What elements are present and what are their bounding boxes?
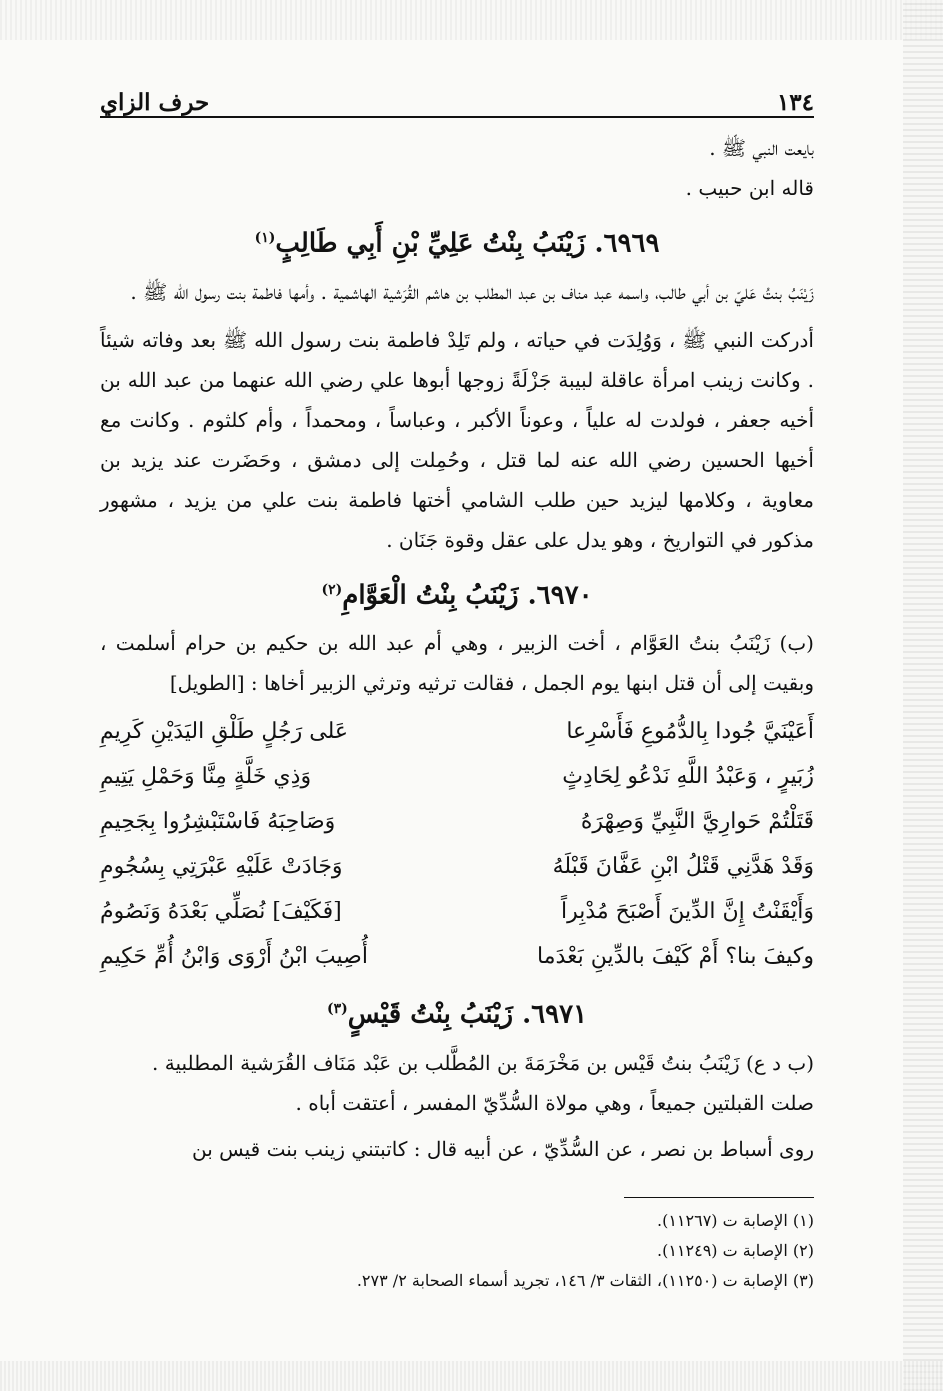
scan-noise-right xyxy=(903,0,943,1391)
entry-title-text: ٦٩٦٩. زَيْنَبُ بِنْتُ عَلِيِّ بْنِ أَبِي طَالِبٍ xyxy=(275,228,660,259)
poem-verse xyxy=(100,889,814,934)
poem-verse xyxy=(100,844,814,889)
running-title: حرف الزاي xyxy=(100,89,210,116)
verse-first-hemistich: زُبَيرٍ ، وَعَبْدُ اللَّهِ نَدْعُو لِحَادِثٍ xyxy=(562,764,814,790)
verse-second-hemistich: أُصِيبَ ابْنُ أَرْوَى وَابْنُ أُمِّ حَكِيمِ xyxy=(100,944,368,970)
page-number: ١٣٤ xyxy=(776,89,814,116)
verse-second-hemistich: وَصَاحِبَهُ فَاسْتَبْشِرُوا بِجَحِيمِ xyxy=(100,809,336,835)
entry-title-text: ٦٩٧١. زَيْنَبُ بِنْتُ قَيْسٍ xyxy=(347,999,588,1030)
verse-second-hemistich: [فَكَيْفَ] نُصَلِّي بَعْدَهُ وَنَصُومُ xyxy=(100,899,342,925)
entry-title-6971 xyxy=(100,983,814,1041)
entry-title-6970 xyxy=(100,564,814,622)
footnotes xyxy=(100,1206,814,1296)
verse-second-hemistich: وَذِي خَلَّةٍ مِنَّا وَحَمْلِ يَتِيمِ xyxy=(100,764,312,790)
verse-second-hemistich: وَجَادَتْ عَلَيْهِ عَبْرَتِي بِسُجُومِ xyxy=(100,854,343,880)
entry-paragraph: روى أسباط بن نصر ، عن السُّدِّيّ ، عن أبيه قال : كاتبتني زينب بنت قيس بن xyxy=(191,1136,814,1161)
verse-first-hemistich: وكيفَ بنا؟ أَمْ كَيْفَ بالدِّينِ بَعْدَما xyxy=(537,944,814,970)
footnote-marker: (٢) xyxy=(321,581,343,598)
entry-paragraph: صلت القبلتين جميعاً ، وهي مولاة السُّدِّيّ المفسر ، أعتقت أباه . xyxy=(295,1090,814,1115)
footnote: (٢) الإصابة ت (١١٢٤٩). xyxy=(656,1240,814,1260)
footnote-marker: (١) xyxy=(254,230,276,246)
entry-title-text: ٦٩٧٠. زَيْنَبُ بِنْتُ الْعَوَّامِ xyxy=(342,580,593,611)
verse-first-hemistich: أَعَيْنَيَّ جُودا بِالدُّمُوعِ فَأَسْرِعا xyxy=(566,719,814,745)
intro-line: بايعت النبي ﷺ . xyxy=(709,136,814,160)
footnote: (١) الإصابة ت (١١٢٦٧). xyxy=(656,1210,814,1230)
entry-paragraph: (ب د ع) زَيْنَبُ بنتُ قَيْس بن مَخْرَمَةَ بن المُطَّلب بن عَبْد مَنَاف القُرَشية المطلبية . xyxy=(152,1050,814,1075)
verse-first-hemistich: قَتَلْتُمْ حَوارِيَّ النَّبِيِّ وَصِهْرَهُ xyxy=(580,809,814,835)
poem-verse xyxy=(100,799,814,844)
entry-title-6969 xyxy=(100,212,814,270)
verse-second-hemistich: عَلى رَجُلٍ طَلْقِ اليَدَيْنِ كَرِيمِ xyxy=(100,719,348,745)
poem-verse xyxy=(100,709,814,754)
page-header xyxy=(100,80,814,118)
entry-paragraph: زَيْنَبُ بنتُ عَليّ بن أبي طالب، واسمه عبد مناف بن عبد المطلب بن هاشم القُرَشية الهاشمية . وأمها فاطمة بنت رسول الله ﷺ . xyxy=(130,279,814,304)
poem-verse xyxy=(100,754,814,799)
intro-line: قاله ابن حبيب . xyxy=(685,176,814,200)
scan-noise-top xyxy=(0,0,943,40)
footnote-marker: (٣) xyxy=(326,1001,348,1018)
page-body xyxy=(100,80,814,1296)
poem-verse xyxy=(100,934,814,979)
poem xyxy=(100,709,814,979)
scan-noise-bottom xyxy=(0,1361,943,1391)
verse-first-hemistich: وَقَدْ هَدَّنِي قَتْلُ ابْنِ عَفَّانَ قَبْلَهُ xyxy=(552,854,814,880)
intro-block xyxy=(100,128,814,208)
entry-paragraph: أدركت النبي ﷺ ، وَوُلِدَت في حياته ، ولم تَلِدْ فاطمة بنت رسول الله ﷺ بعد وفاته شيئاً . وكانت زينب امرأة عاقلة لبيبة جَزْلَةً زوجها أبوها علي رضي الله عنهما من عبد الله بن أخيه جعفر ، فولدت له علياً ، وعوناً الأكبر ، وعباساً ، ومحمداً ، وأم كلثوم . وكانت مع أخيها الحسين رضي الله عنه لما قتل ، وحُمِلت إلى دمشق ، وحَضَرت عند يزيد بن معاوية ، وكلامها ليزيد حين طلب الشامي أختها فاطمة بنت علي من يزيد ، مشهور مذكور في التواريخ ، وهو يدل على عقل وقوة جَنَان . xyxy=(100,327,815,552)
entry-paragraph: (ب) زَيْنَبُ بنتُ العَوَّام ، أخت الزبير ، وهي أم عبد الله بن حكيم بن حرام أسلمت ، وبقيت إلى أن قتل ابنها يوم الجمل ، فقالت ترثيه وترثي الزبير أخاها : [الطويل] xyxy=(100,631,814,696)
footnote: (٣) الإصابة ت (١١٢٥٠)، الثقات ٣/ ١٤٦، تجريد أسماء الصحابة ٢/ ٢٧٣. xyxy=(356,1270,814,1290)
footnote-separator xyxy=(624,1197,814,1198)
verse-first-hemistich: وَأَيْقَنْتُ إِنَّ الدِّينَ أَصْبَحَ مُدْبِراً xyxy=(560,899,814,925)
